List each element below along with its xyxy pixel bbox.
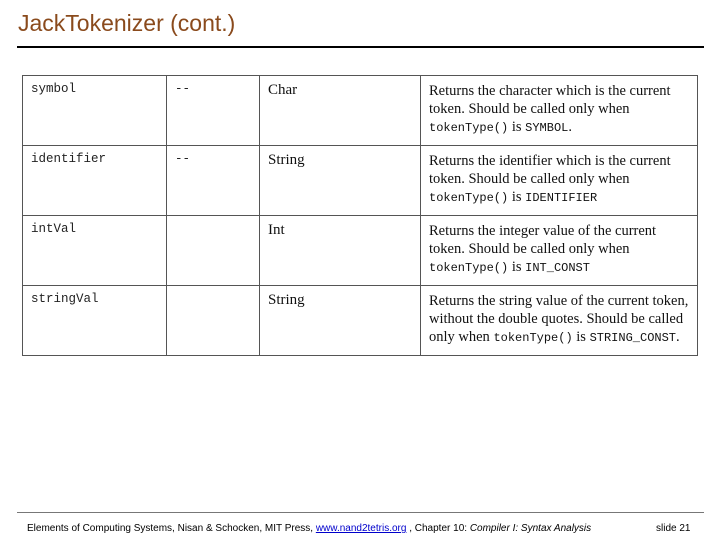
footer-citation <box>27 523 591 534</box>
footer-website-link[interactable]: www.nand2tetris.org <box>315 523 407 534</box>
method-name-cell: intVal <box>23 216 167 286</box>
return-type-cell: String <box>260 286 421 356</box>
description-text: . <box>568 119 572 135</box>
arguments-cell: -- <box>167 76 260 146</box>
return-type-cell: Char <box>260 76 421 146</box>
description-text: is <box>508 259 526 275</box>
footer-chapter-prefix: , Chapter 10: <box>406 523 470 534</box>
description-code: tokenType() <box>429 261 509 275</box>
api-table-body <box>23 76 698 356</box>
footer-divider <box>17 512 704 513</box>
api-table <box>22 75 698 356</box>
footer-chapter-title: Compiler I: Syntax Analysis <box>469 523 592 534</box>
slide-footer <box>0 512 720 540</box>
description-text: is <box>572 329 590 345</box>
arguments-cell: -- <box>167 146 260 216</box>
description-cell <box>421 286 698 356</box>
description-code: tokenType() <box>429 121 509 135</box>
slide-number: slide 21 <box>656 523 691 534</box>
slide-title: JackTokenizer (cont.) <box>18 10 236 36</box>
method-name-cell: symbol <box>23 76 167 146</box>
description-code: tokenType() <box>493 331 573 345</box>
table-row <box>23 76 698 146</box>
arguments-cell <box>167 286 260 356</box>
description-code: INT_CONST <box>525 261 590 275</box>
description-code: SYMBOL <box>525 121 569 135</box>
description-code: IDENTIFIER <box>525 191 598 205</box>
description-cell <box>421 76 698 146</box>
description-text: Returns the identifier which is the current token. Should be called only when <box>429 153 671 187</box>
description-text: Returns the integer value of the current token. Should be called only when <box>429 223 657 257</box>
method-name-cell: stringVal <box>23 286 167 356</box>
table-row <box>23 146 698 216</box>
return-type-cell: String <box>260 146 421 216</box>
description-text: is <box>508 119 526 135</box>
footer-book-credit: Elements of Computing Systems, Nisan & Schocken, MIT Press, <box>27 523 316 534</box>
description-code: tokenType() <box>429 191 509 205</box>
description-cell <box>421 146 698 216</box>
method-name-cell: identifier <box>23 146 167 216</box>
description-code: STRING_CONST <box>589 331 676 345</box>
title-underline <box>17 46 704 48</box>
description-cell <box>421 216 698 286</box>
arguments-cell <box>167 216 260 286</box>
return-type-cell: Int <box>260 216 421 286</box>
description-text: Returns the character which is the current token. Should be called only when <box>429 83 671 117</box>
description-text: Returns the string value of the current token, without the double quotes. Should be called only when <box>429 293 689 345</box>
table-row <box>23 216 698 286</box>
table-row <box>23 286 698 356</box>
description-text: . <box>676 329 680 345</box>
description-text: is <box>508 189 526 205</box>
